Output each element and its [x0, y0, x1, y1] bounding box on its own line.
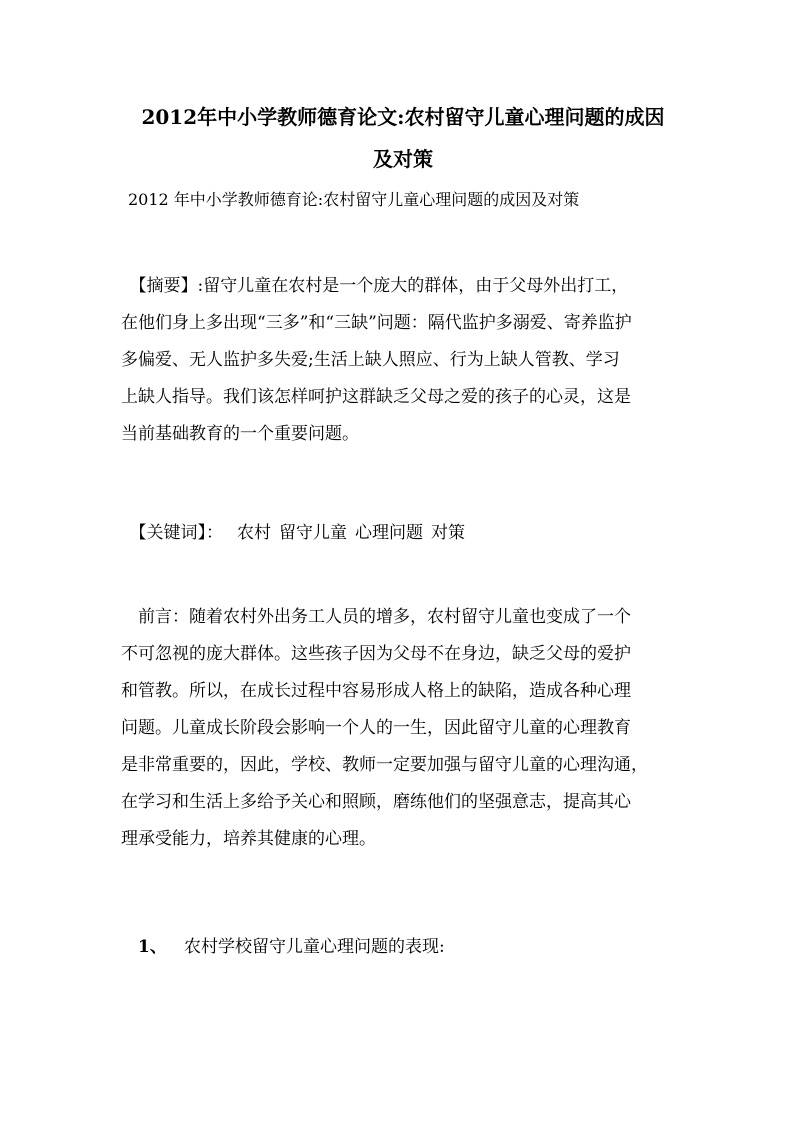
keywords-paragraph — [121, 515, 681, 552]
foreword-line: 问题。儿童成长阶段会影响一个人的一生，因此留守儿童的心理教育 — [121, 718, 631, 738]
document-subtitle: 2012 年中小学教师德育论:农村留守儿童心理问题的成因及对策 — [128, 190, 580, 209]
section-heading-text: 农村学校留守儿童心理问题的表现: — [184, 937, 445, 957]
foreword-line: 是非常重要的，因此，学校、教师一定要加强与留守儿童的心理沟通， — [121, 755, 648, 775]
abstract-line: 上缺人指导。我们该怎样呵护这群缺乏父母之爱的孩子的心灵，这是 — [121, 387, 631, 407]
abstract-line: 在他们身上多出现“三多”和“三缺”问题：隔代监护多溺爱、寄养监护 — [121, 313, 632, 333]
abstract-line: 多偏爱、无人监护多失爱;生活上缺人照应、行为上缺人管教、学习 — [121, 350, 620, 370]
abstract-paragraph — [121, 268, 681, 453]
keyword-item: 农村 — [237, 523, 271, 543]
keywords-label: 【关键词】： — [121, 523, 223, 543]
foreword-line: 理承受能力，培养其健康的心理。 — [121, 829, 376, 849]
keyword-item: 心理问题 — [355, 523, 423, 543]
section-heading-1 — [138, 932, 445, 962]
document-title-line-1: 2012年中小学教师德育论文:农村留守儿童心理问题的成因 — [141, 105, 665, 129]
foreword-line: 前言：随着农村外出务工人员的增多，农村留守儿童也变成了一个 — [121, 607, 631, 627]
abstract-line: 【摘要】:留守儿童在农村是一个庞大的群体，由于父母外出打工， — [121, 276, 629, 296]
keyword-item: 对策 — [431, 523, 465, 543]
foreword-line: 和管教。所以，在成长过程中容易形成人格上的缺陷，造成各种心理 — [121, 681, 631, 701]
foreword-paragraph — [121, 599, 681, 858]
abstract-line: 当前基础教育的一个重要问题。 — [121, 424, 359, 444]
keywords-line — [121, 515, 681, 552]
keyword-item: 留守儿童 — [279, 523, 347, 543]
foreword-line: 在学习和生活上多给予关心和照顾，磨练他们的坚强意志，提高其心 — [121, 792, 631, 812]
section-number: 1、 — [138, 937, 167, 957]
foreword-line: 不可忽视的庞大群体。这些孩子因为父母不在身边，缺乏父母的爱护 — [121, 644, 631, 664]
document-title-line-2: 及对策 — [373, 147, 433, 171]
